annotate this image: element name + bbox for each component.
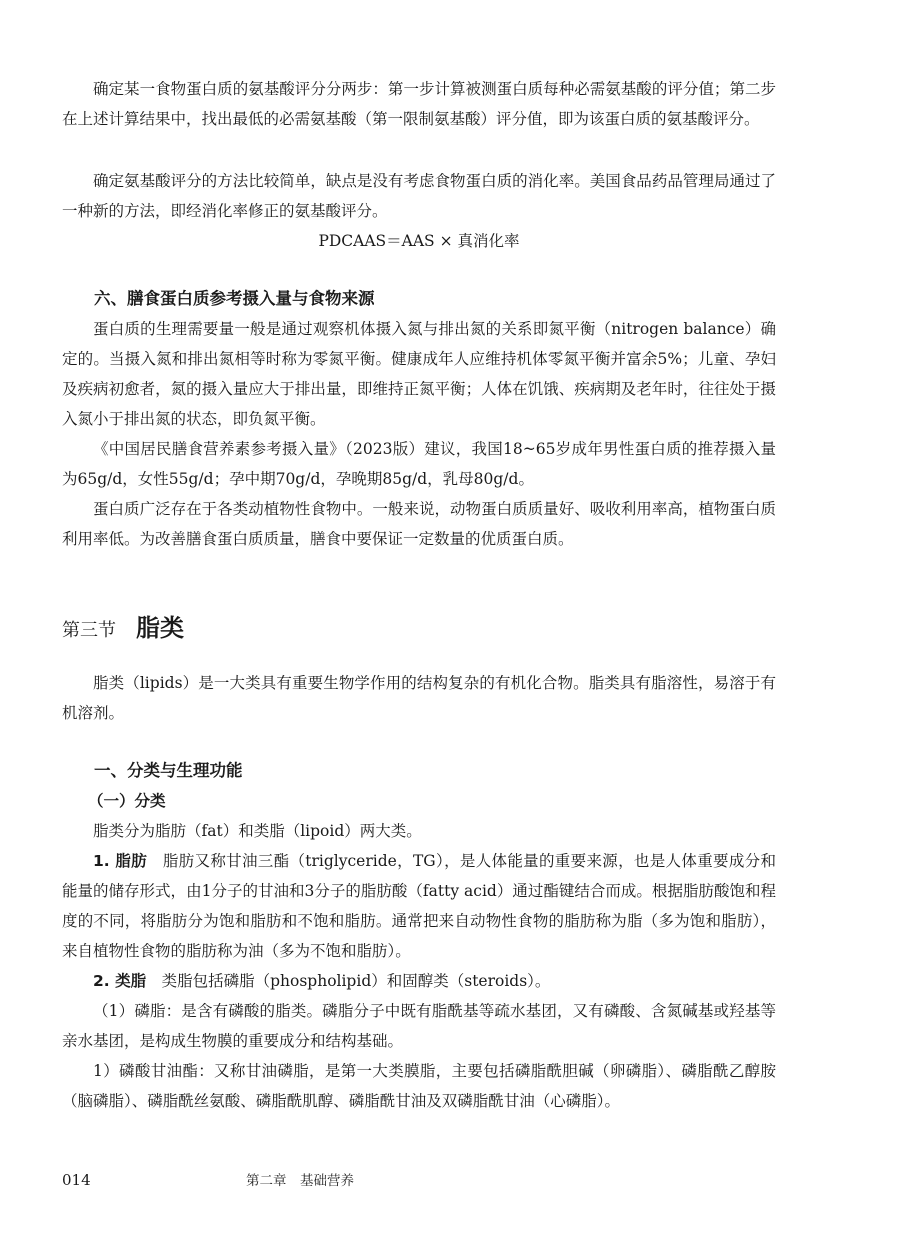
paragraph-nitrogen-balance: 蛋白质的生理需要量一般是通过观察机体摄入氮与排出氮的关系即氮平衡（nitrogen balance）确定的。当摄入氮和排出氮相等时称为零氮平衡。健康成年人应维持机体零氮平衡并富余5%；儿童、孕妇及疾病初愈者，氮的摄入量应大于排出量，即维持正氮平衡；人体在饥饿、疾病期及老年时，往往处于摄入氮小于排出氮的状态，即负氮平衡。 [62, 320, 776, 428]
fat-lead: 1. 脂肪 [93, 852, 148, 870]
running-footer-chapter: 第二章 基础营养 [246, 1173, 354, 1189]
section-number: 第三节 [62, 620, 116, 641]
paragraph-phospholipid: （1）磷脂：是含有磷酸的脂类。磷脂分子中既有脂酰基等疏水基团，又有磷酸、含氮碱基或羟基等亲水基团，是构成生物膜的重要成分和结构基础。 [62, 1002, 776, 1050]
section-heading [62, 608, 184, 643]
paragraph-lipid-types: 脂类分为脂肪（fat）和类脂（lipoid）两大类。 [93, 822, 422, 840]
lipoid-lead: 2. 类脂 [93, 972, 147, 990]
pdcaas-formula: PDCAAS＝AAS × 真消化率 [318, 232, 520, 250]
paragraph-aas-method: 确定氨基酸评分的方法比较简单，缺点是没有考虑食物蛋白质的消化率。美国食品药品管理局通过了一种新的方法，即经消化率修正的氨基酸评分。 [62, 172, 776, 220]
page-number: 014 [62, 1171, 91, 1189]
fat-text: 脂肪又称甘油三酯（triglyceride，TG），是人体能量的重要来源，也是人体重要成分和能量的储存形式，由1分子的甘油和3分子的脂肪酸（fatty acid）通过酯键结合而成。根据脂肪酸饱和程度的不同，将脂肪分为饱和脂肪和不饱和脂肪。通常把来自动物性食物的脂肪称为脂（多为饱和脂肪），来自植物性食物的脂肪称为油（多为不饱和脂肪）。 [62, 852, 776, 960]
paragraph-fat [62, 846, 776, 966]
paragraph-lipids-intro: 脂类（lipids）是一大类具有重要生物学作用的结构复杂的有机化合物。脂类具有脂溶性，易溶于有机溶剂。 [62, 674, 776, 722]
paragraph-dri-recommendation: 《中国居民膳食营养素参考摄入量》（2023版）建议，我国18~65岁成年男性蛋白质的推荐摄入量为65g/d，女性55g/d；孕中期70g/d，孕晚期85g/d，乳母80g/d。 [62, 440, 776, 488]
heading-protein-intake: 六、膳食蛋白质参考摄入量与食物来源 [94, 289, 375, 308]
paragraph-glycerophospholipid: 1）磷酸甘油酯：又称甘油磷脂，是第一大类膜脂，主要包括磷脂酰胆碱（卵磷脂）、磷脂酰乙醇胺（脑磷脂）、磷脂酰丝氨酸、磷脂酰肌醇、磷脂酰甘油及双磷脂酰甘油（心磷脂）。 [62, 1062, 776, 1110]
section-title: 脂类 [136, 614, 184, 642]
subheading-classification: （一）分类 [88, 792, 166, 810]
paragraph-protein-sources: 蛋白质广泛存在于各类动植物性食物中。一般来说，动物蛋白质质量好、吸收利用率高，植物蛋白质利用率低。为改善膳食蛋白质质量，膳食中要保证一定数量的优质蛋白质。 [62, 500, 776, 548]
lipoid-text: 类脂包括磷脂（phospholipid）和固醇类（steroids）。 [161, 972, 551, 990]
paragraph-lipoid [62, 966, 776, 996]
paragraph-aas-steps: 确定某一食物蛋白质的氨基酸评分分两步：第一步计算被测蛋白质每种必需氨基酸的评分值；第二步在上述计算结果中，找出最低的必需氨基酸（第一限制氨基酸）评分值，即为该蛋白质的氨基酸评分。 [62, 80, 776, 128]
heading-classification-function: 一、分类与生理功能 [94, 761, 243, 780]
